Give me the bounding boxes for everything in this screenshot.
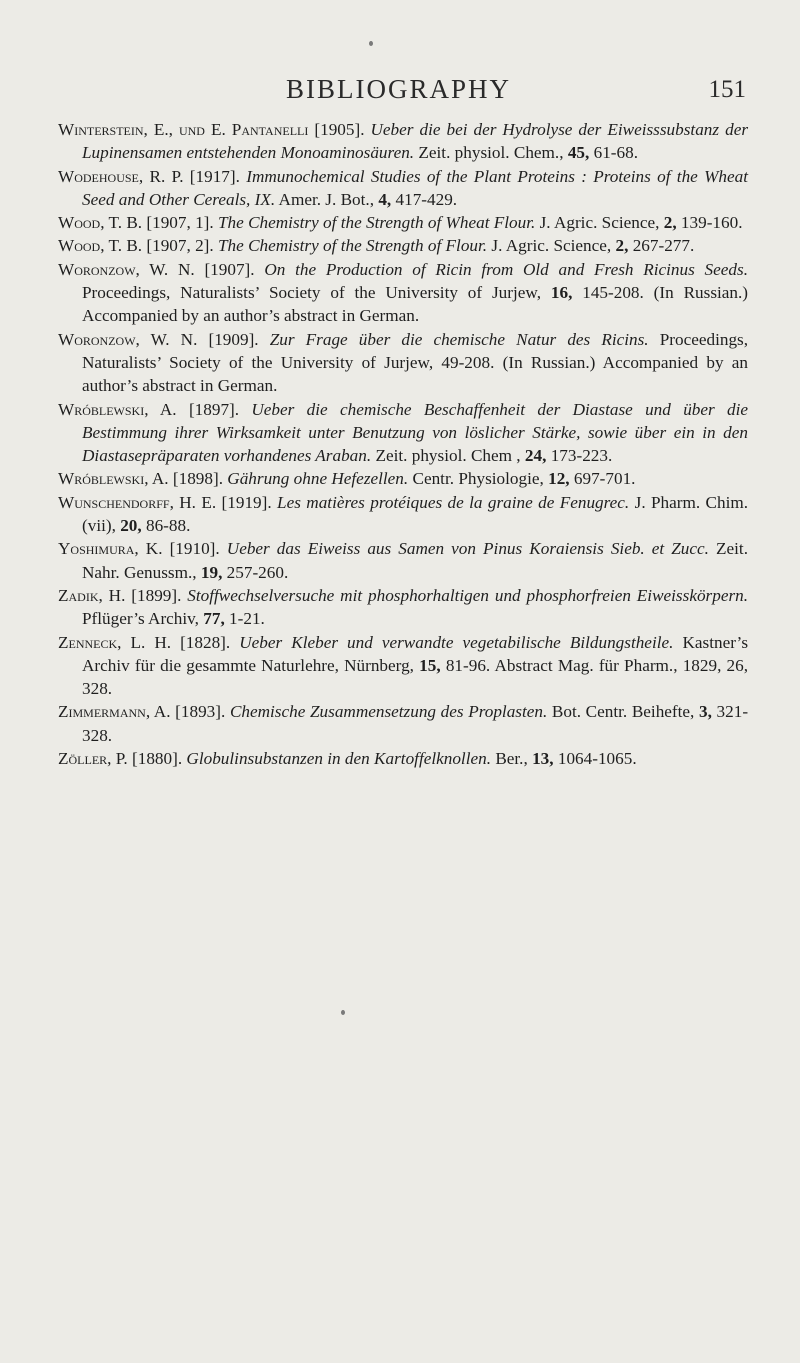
entry-year: [1907]. (204, 259, 255, 279)
entry-journal: Zeit. physiol. Chem , (375, 446, 521, 466)
bibliography-entry (58, 491, 748, 538)
entry-volume: 24, (524, 446, 547, 466)
entry-title: Globulinsubstanzen in den Kartoffelknollen. (186, 749, 492, 769)
entry-journal: Proceedings, Naturalists’ Society of the University of Jurjew, (82, 329, 749, 372)
entry-pages: 139-160. (680, 213, 743, 233)
entry-pages: 81-96. Abstract Mag. für Pharm., 1829, 26, 328. (82, 655, 749, 699)
entry-title: The Chemistry of the Strength of Flour. (218, 236, 488, 256)
entry-pages: 173-223. (550, 446, 613, 466)
entry-title: Stoffwechselversuche mit phosphorhaltigen und phosphorfreien Eiweisskörpern. (187, 585, 749, 605)
bibliography-entry (58, 258, 748, 328)
entry-volume: 19, (200, 562, 223, 582)
page-header (286, 74, 746, 108)
entry-pages: 257-260. (226, 562, 289, 582)
entry-pages: 1064-1065. (557, 749, 637, 769)
entry-author: Yoshimura, K. (58, 539, 163, 559)
entry-journal: Ber., (495, 749, 528, 769)
entry-author: Wunschendorff, H. E. (58, 492, 217, 512)
entry-year: [1919]. (221, 492, 272, 512)
entry-journal: Pflüger’s Archiv, (82, 609, 199, 629)
entry-year: [1828]. (180, 632, 231, 652)
entry-author: Wróblewski, A. (58, 469, 169, 489)
bibliography-entry (58, 165, 748, 212)
entry-pages: 61-68. (593, 143, 639, 163)
entry-journal: Zeit. Nahr. Genussm., (82, 539, 749, 582)
entry-volume: 20, (120, 516, 142, 536)
bibliography-list (58, 118, 748, 770)
entry-author: Zimmermann, A. (58, 702, 171, 722)
entry-year: [1897]. (188, 399, 240, 419)
entry-year: [1893]. (175, 702, 226, 722)
speck-mark (341, 1010, 345, 1015)
entry-pages: 145-208. (In Russian.) Accompanied by an author’s abstract in German. (82, 283, 749, 326)
entry-volume: 13, (532, 749, 554, 769)
bibliography-entry (58, 211, 748, 234)
entry-pages: 86-88. (145, 516, 191, 536)
entry-journal: Bot. Centr. Beihefte, (551, 702, 695, 722)
bibliography-entry (58, 747, 748, 770)
entry-title: Zur Frage über die chemische Natur des Ricins. (269, 329, 649, 349)
entry-pages: 49-208. (In Russian.) Accompanied by an author’s abstract in German. (82, 352, 749, 396)
entry-author: Woronzow, W. N. (58, 329, 198, 349)
entry-author: Wood, T. B. (58, 213, 143, 233)
entry-author: Winterstein, E., und E. Pantanelli (58, 120, 309, 139)
entry-title: Immunochemical Studies of the Plant Proteins : Proteins of the Wheat Seed and Other Cereals, IX. (82, 166, 749, 209)
bibliography-entry (58, 537, 748, 584)
entry-year: [1880]. (132, 749, 183, 769)
entry-author: Wróblewski, A. (58, 399, 177, 419)
entry-author: Zadik, H. (58, 585, 126, 605)
entry-title: Ueber die bei der Hydrolyse der Eiweisssubstanz der Lupinensamen entstehenden Monoaminosäuren. (82, 120, 749, 163)
entry-volume: 4, (378, 189, 392, 209)
entry-volume: 77, (203, 609, 225, 629)
running-title: BIBLIOGRAPHY (286, 74, 512, 104)
entry-journal: Zeit. physiol. Chem., (418, 143, 564, 163)
entry-author: Wood, T. B. (58, 236, 143, 256)
entry-year: [1910]. (169, 539, 220, 559)
bibliography-entry (58, 584, 748, 631)
entry-title: Les matières protéiques de la graine de Fenugrec. (277, 492, 630, 512)
entry-pages: 1-21. (229, 609, 265, 629)
entry-volume: 2, (663, 213, 677, 233)
bibliography-entry (58, 398, 748, 468)
entry-pages: 697-701. (573, 469, 636, 489)
entry-title: On the Production of Ricin from Old and Fresh Ricinus Seeds. (264, 259, 748, 279)
entry-author: Woronzow, W. N. (58, 259, 195, 279)
bibliography-entry (58, 234, 748, 257)
entry-title: Ueber das Eiweiss aus Samen von Pinus Koraiensis Sieb. et Zucc. (226, 539, 709, 559)
entry-pages: 321-328. (82, 702, 749, 745)
entry-journal: Centr. Physiologie, (412, 469, 544, 489)
entry-journal: Kastner’s Archiv für die gesammte Naturlehre, Nürnberg, (82, 632, 749, 675)
entry-title: Ueber die chemische Beschaffenheit der Diastase und über die Bestimmung ihrer Wirksamkeit unter Benutzung von löslicher Stärke, sowie über ein in den Diastasepräparaten vorhandenes Araban. (82, 399, 749, 466)
bibliography-entry (58, 467, 748, 490)
bibliography-entry (58, 700, 748, 747)
entry-title: The Chemistry of the Strength of Wheat Flour. (218, 213, 536, 233)
entry-title: Gährung ohne Hefezellen. (227, 469, 409, 489)
entry-volume: 12, (548, 469, 570, 489)
entry-year: [1905]. (314, 120, 365, 139)
entry-volume: 16, (550, 283, 573, 303)
entry-journal: J. Agric. Science, (539, 213, 660, 233)
entry-author: Wodehouse, R. P. (58, 166, 184, 186)
entry-year: [1909]. (208, 329, 259, 349)
entry-volume: 2, (615, 236, 629, 256)
entry-pages: 417-429. (395, 189, 458, 209)
bibliography-entry (58, 631, 748, 701)
bibliography-entry (58, 118, 748, 165)
entry-year: [1898]. (172, 469, 223, 489)
speck-mark (369, 41, 373, 46)
entry-year: [1907, 1]. (146, 213, 214, 233)
entry-title: Chemische Zusammensetzung des Proplasten. (229, 702, 548, 722)
entry-year: [1917]. (189, 166, 240, 186)
entry-journal: J. Pharm. Chim. (vii), (82, 492, 749, 536)
entry-year: [1899]. (131, 585, 182, 605)
entry-author: Zöller, P. (58, 749, 128, 769)
entry-journal: J. Agric. Science, (491, 236, 612, 256)
page-number: 151 (708, 76, 746, 103)
bibliography-entry (58, 328, 748, 398)
entry-volume: 3, (699, 702, 712, 722)
entry-journal: Proceedings, Naturalists’ Society of the University of Jurjew, (82, 283, 541, 303)
entry-year: [1907, 2]. (146, 236, 214, 256)
entry-journal: Amer. J. Bot., (278, 189, 375, 209)
entry-title: Ueber Kleber und verwandte vegetabilische Bildungstheile. (239, 632, 674, 652)
entry-pages: 267-277. (632, 236, 695, 256)
entry-author: Zenneck, L. H. (58, 632, 172, 652)
entry-volume: 15, (419, 655, 441, 675)
entry-volume: 45, (567, 143, 590, 163)
